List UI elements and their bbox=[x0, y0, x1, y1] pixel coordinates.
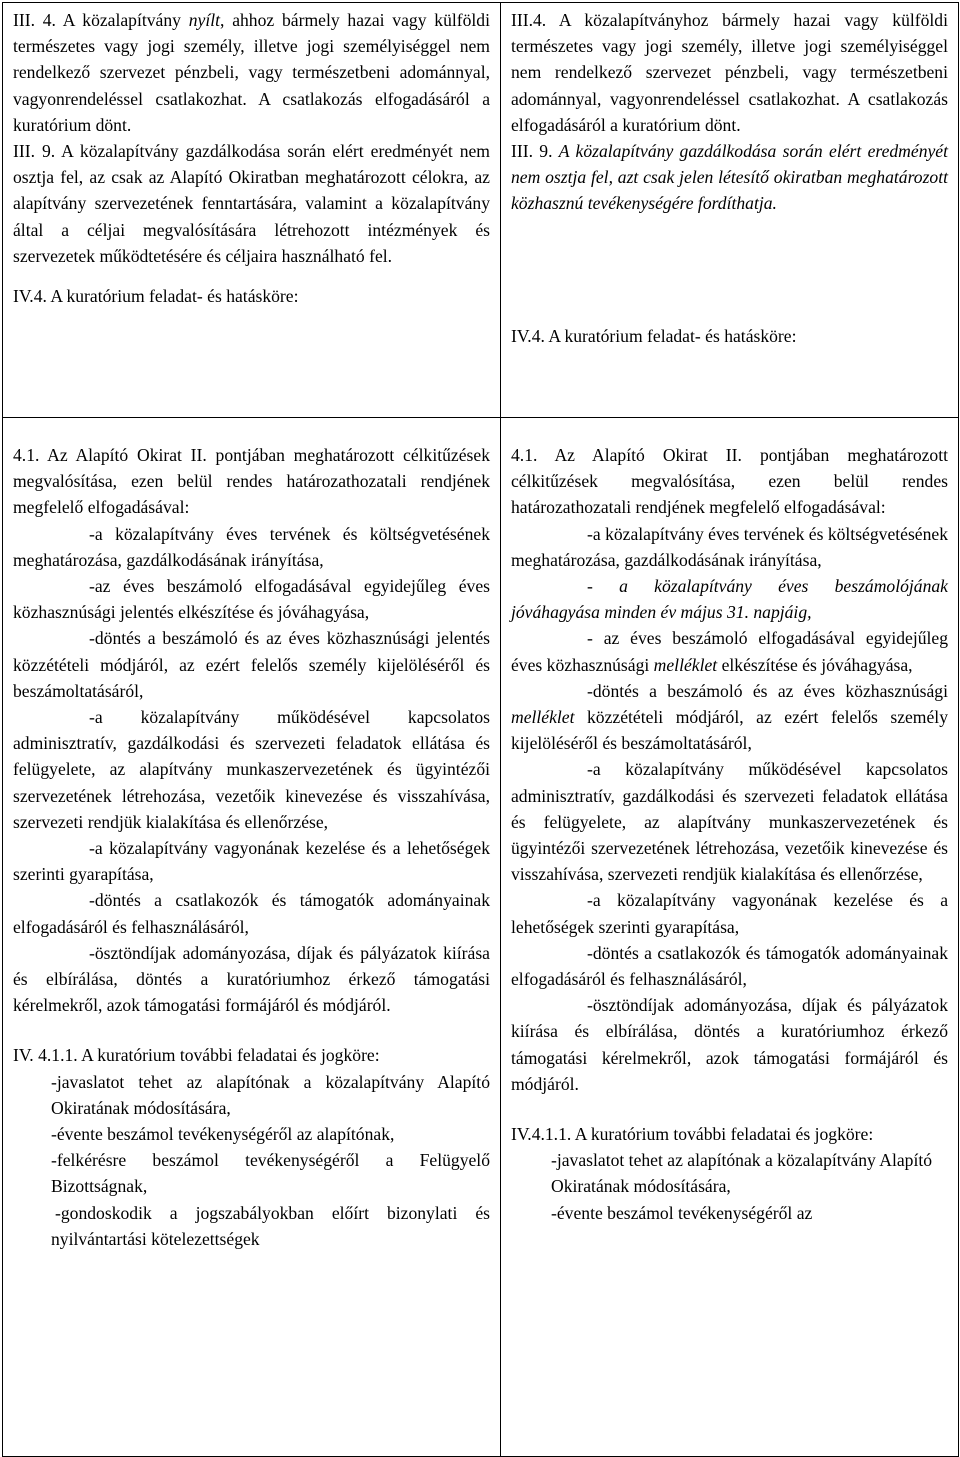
paragraph-iii-4: III. 4. A közalapítvány nyílt, ahhoz bármely hazai vagy külföldi természetes vagy jogi személy, illetve jogi személyiséggel nem rendelkező szervezet pénzbeli, vagy természetbeni adománnyal, vagyonrendeléssel csatlakozhat. A csatlakozás elfogadásáról a kuratórium dönt. bbox=[13, 10, 490, 135]
left-cell-top bbox=[3, 3, 501, 418]
sub-heading: IV. 4.1.1. A kuratórium további feladatai és jogköre: bbox=[13, 1045, 380, 1066]
right-cell-top bbox=[501, 3, 959, 418]
intro-paragraph: 4.1. Az Alapító Okirat II. pontjában meghatározott célkitűzések megvalósítása, ezen belül rendes határozathozatali rendjének megfelelő elfogadásával: bbox=[511, 445, 948, 518]
list-item: -javaslatot tehet az alapítónak a közalapítvány Alapító Okiratának módosítására, bbox=[551, 1150, 933, 1197]
list-item: -felkérésre beszámol tevékenységéről a Felügyelő Bizottságnak, bbox=[51, 1150, 490, 1197]
duties-list bbox=[13, 521, 490, 1019]
duties-list bbox=[511, 521, 948, 1097]
sub-duties-list bbox=[13, 1069, 490, 1252]
list-item: -ösztöndíjak adományozása, díjak és pályázatok kiírása és elbírálása, döntés a kuratóriumhoz érkező támogatási kérelmekről, azok támogatási formájáról és módjáról. bbox=[13, 942, 490, 1016]
list-item: -évente beszámol tevékenységéről az alapítónak, bbox=[51, 1124, 395, 1145]
list-item: -javaslatot tehet az alapítónak a közalapítvány Alapító Okiratának módosítására, bbox=[51, 1071, 490, 1118]
list-item: -gondoskodik a jogszabályokban előírt bizonylati és nyilvántartási kötelezettségek bbox=[51, 1202, 490, 1249]
left-cell-bottom bbox=[3, 418, 501, 1457]
list-item: -az éves beszámoló elfogadásával egyidejűleg éves közhasznúsági jelentés elkészítése és jóváhagyása, bbox=[13, 576, 490, 623]
paragraph-iii-4: III.4. A közalapítványhoz bármely hazai vagy külföldi természetes vagy jogi személy, illetve jogi személyiséggel nem rendelkező szervezet pénzbeli, vagy természetbeni adománnyal, vagyonrendeléssel csatlakozhat. A csatlakozás elfogadásáról a kuratórium dönt. bbox=[511, 10, 948, 135]
list-item: -a közalapítvány éves tervének és költségvetésének meghatározása, gazdálkodásának irányítása, bbox=[511, 523, 949, 570]
list-item: -döntés a csatlakozók és támogatók adományainak elfogadásáról és felhasználásáról, bbox=[511, 942, 948, 990]
intro-paragraph: 4.1. Az Alapító Okirat II. pontjában meghatározott célkitűzések megvalósítása, ezen belül rendes határozathozatali rendjének megfelelő elfogadásával: bbox=[13, 445, 490, 518]
comparison-table bbox=[2, 2, 959, 1457]
section-heading: IV.4. A kuratórium feladat- és hatásköre: bbox=[13, 286, 299, 307]
list-item: -döntés a csatlakozók és támogatók adományainak elfogadásáról és felhasználásáról, bbox=[13, 890, 490, 937]
list-item: -a közalapítvány vagyonának kezelése és a lehetőségek szerinti gyarapítása, bbox=[511, 890, 948, 937]
list-item: -évente beszámol tevékenységéről az bbox=[551, 1202, 813, 1223]
table-row bbox=[3, 418, 959, 1457]
list-item: - a közalapítvány éves beszámolójának jóváhagyása minden év május 31. napjáig, bbox=[511, 576, 948, 623]
list-item: -ösztöndíjak adományozása, díjak és pályázatok kiírása és elbírálása, döntés a kuratóriumhoz érkező támogatási kérelmekről, azok támogatási formájáról és módjáról. bbox=[511, 995, 948, 1094]
list-item: -a közalapítvány éves tervének és költségvetésének meghatározása, gazdálkodásának irányítása, bbox=[13, 523, 490, 570]
list-item: -döntés a beszámoló és az éves közhasznúsági jelentés közzétételi módjáról, az ezért felelős személy kijelöléséről és beszámoltatásáról, bbox=[13, 628, 490, 701]
list-item: -a közalapítvány működésével kapcsolatos adminisztratív, gazdálkodási és szervezeti feladatok ellátása és felügyelete, az alapítvány munkaszervezetének és ügyintézői szervezetének létrehozása, vezetőik kinevezése és visszahívása, szervezeti rendjük kialakítása és ellenőrzése, bbox=[13, 707, 490, 832]
section-heading: IV.4. A kuratórium feladat- és hatásköre: bbox=[511, 325, 797, 346]
list-item: -a közalapítvány működésével kapcsolatos adminisztratív, gazdálkodási és szervezeti feladatok ellátása és felügyelete, az alapítvány munkaszervezetének és ügyintézői szervezetének létrehozása, vezetőik kinevezése és visszahívása, szervezeti rendjük kialakítása és ellenőrzése, bbox=[511, 759, 948, 885]
sub-duties-list bbox=[511, 1147, 948, 1226]
list-item: - az éves beszámoló elfogadásával egyidejűleg éves közhasznúsági melléklet elkészítése és jóváhagyása, bbox=[511, 628, 948, 675]
right-cell-bottom bbox=[501, 418, 959, 1457]
sub-heading: IV.4.1.1. A kuratórium további feladatai és jogköre: bbox=[511, 1124, 874, 1145]
list-item: -a közalapítvány vagyonának kezelése és a lehetőségek szerinti gyarapítása, bbox=[13, 838, 490, 885]
table-row bbox=[3, 3, 959, 418]
paragraph-iii-9: III. 9. A közalapítvány gazdálkodása során elért eredményét nem osztja fel, az csak az Alapító Okiratban meghatározott célokra, az alapítvány szervezetének fenntartására, valamint a közalapítvány által a céljai megvalósítására létrehozott intézmények és szervezetek működtetésére és céljaira használható fel. bbox=[13, 141, 490, 266]
paragraph-iii-9: III. 9. A közalapítvány gazdálkodása során elért eredményét nem osztja fel, azt csak jelen létesítő okiratban meghatározott közhasznú tevékenységére fordíthatja. bbox=[511, 141, 948, 214]
list-item: -döntés a beszámoló és az éves közhasznúsági melléklet közzétételi módjáról, az ezért felelős személy kijelöléséről és beszámoltatásáról, bbox=[511, 680, 948, 754]
